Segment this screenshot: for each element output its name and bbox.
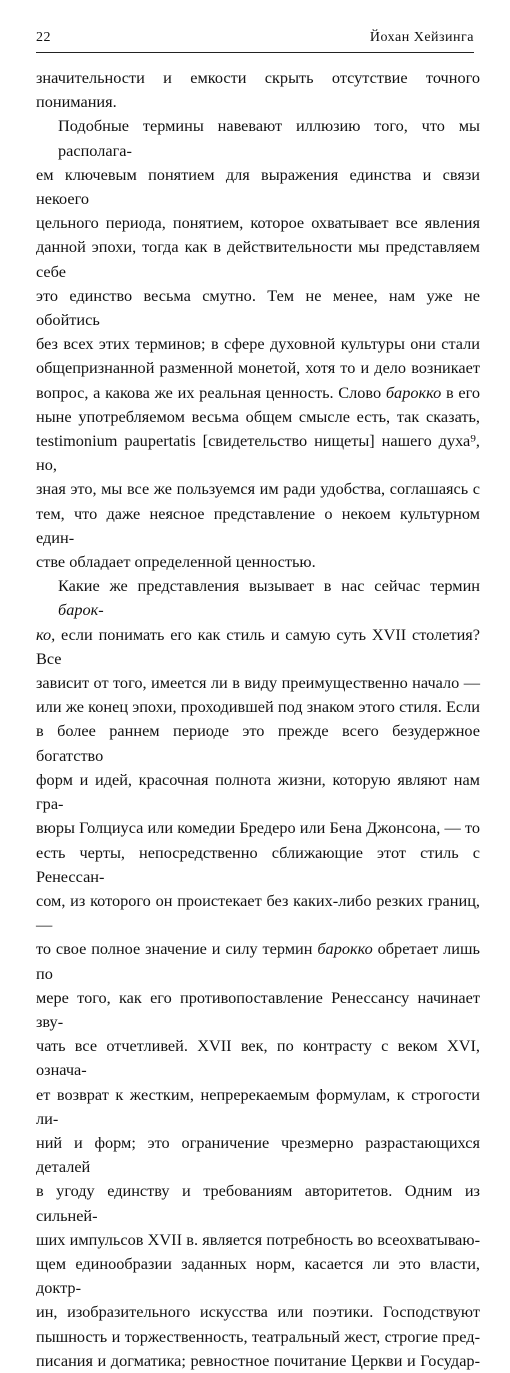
text-line: зависит от того, имеется ли в виду преимущественно начало — xyxy=(36,673,480,693)
text-line: ем ключевым понятием для выражения единства и связи некоего xyxy=(36,164,480,209)
body-text xyxy=(36,66,480,1373)
text-line: цельного периода, понятием, которое охватывает все явления xyxy=(36,213,480,233)
text-line: вюры Голциуса или комедии Бредеро или Бена Джонсона, — то xyxy=(36,818,480,838)
text-line: Подобные термины навевают иллюзию того, что мы располага- xyxy=(58,116,480,160)
text-line: щем единообразии заданных норм, касается ли это власти, доктр- xyxy=(36,1253,480,1298)
text-line: ний и форм; это ограничение чрезмерно разрастающихся деталей xyxy=(36,1132,480,1177)
text-line: в более раннем периоде это прежде всего безудержное богатство xyxy=(36,721,480,765)
text-line: Какие же представления вызывает в нас сейчас термин барок- xyxy=(58,576,480,620)
text-line: ко, если понимать его как стиль и самую суть XVII столетия? Все xyxy=(36,624,480,668)
text-line: без всех этих терминов; в сфере духовной культуры они стали xyxy=(36,334,480,354)
text-line: testimonium paupertatis [свидетельство нищеты] нашего духа⁹, но, xyxy=(36,431,480,475)
paragraph-2 xyxy=(36,574,480,1373)
text-line: или же конец эпохи, проходившей под знаком этого стиля. Если xyxy=(36,697,480,717)
text-line: то свое полное значение и силу термин барокко обретает лишь по xyxy=(36,939,480,983)
text-line: писания и догматика; ревностное почитание Церкви и Государ- xyxy=(36,1350,480,1370)
text-line: общепризнанной разменной монетой, хотя то и дело возникает xyxy=(36,358,480,378)
page-number: 22 xyxy=(36,30,51,45)
text-line: вопрос, а какова же их реальная ценность. Слово барокко в его xyxy=(36,382,481,402)
text-line: в угоду единству и требованиям авторитетов. Одним из сильней- xyxy=(36,1181,480,1225)
paragraph-1 xyxy=(36,66,480,574)
text-line: ет возврат к жестким, непререкаемым формулам, к строгости ли- xyxy=(36,1084,480,1128)
header-rule xyxy=(36,52,474,53)
text-line: сом, из которого он проистекает без каких-либо резких границ, — xyxy=(36,890,480,935)
text-line: ших импульсов XVII в. является потребность во всеохватываю- xyxy=(36,1229,480,1249)
text-line: пышность и торжественность, театральный жест, строгие пред- xyxy=(36,1326,480,1346)
text-line: есть черты, непосредственно сближающие этот стиль с Ренессан- xyxy=(36,842,480,886)
running-header xyxy=(36,30,474,50)
text-line: форм и идей, красочная полнота жизни, которую являют нам гра- xyxy=(36,769,480,814)
text-line: значительности и емкости скрыть отсутствие точного понимания. xyxy=(36,68,480,112)
text-line: мере того, как его противопоставление Ренессансу начинает зву- xyxy=(36,987,480,1031)
text-line: ин, изобразительного искусства или поэтики. Господствуют xyxy=(36,1302,480,1322)
text-line: стве обладает определенной ценностью. xyxy=(36,552,316,572)
text-line: ныне употребляемом весьма общем смысле есть, так сказать, xyxy=(36,406,480,426)
text-line: тем, что даже неясное представление о некоем культурном един- xyxy=(36,503,480,547)
running-title: Йохан Хейзинга xyxy=(369,30,474,45)
text-line: данной эпохи, тогда как в действительности мы представляем себе xyxy=(36,237,480,281)
text-line: чать все отчетливей. XVII век, по контрасту с веком XVI, означа- xyxy=(36,1036,480,1080)
text-line: зная это, мы все же пользуемся им ради удобства, соглашаясь с xyxy=(36,479,480,499)
text-line: это единство весьма смутно. Тем не менее, нам уже не обойтись xyxy=(36,285,480,330)
